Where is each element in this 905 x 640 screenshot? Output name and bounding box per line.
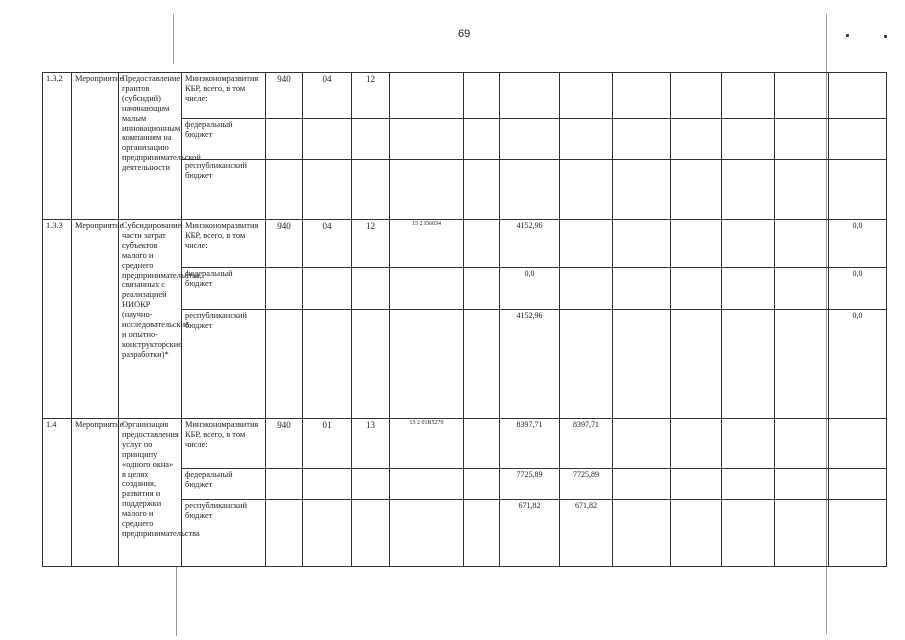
value-cell [560,220,613,268]
budget-table [42,72,887,567]
table-row [43,419,887,469]
grbs-code [266,500,303,567]
value-cell [829,500,887,567]
row-type: Мероприятие [72,419,119,567]
value-cell [560,119,613,160]
value-cell: 4152,96 [500,310,560,419]
grbs-code: 940 [266,419,303,469]
rz-code [303,160,352,220]
value-cell: 8397,71 [560,419,613,469]
row-number: 1.4 [43,419,72,567]
value-cell [613,160,671,220]
pr-code: 12 [352,73,390,119]
value-cell [775,419,829,469]
value-cell: 4152,96 [500,220,560,268]
rz-code [303,268,352,310]
funding-source: Минэкономразвития КБР, всего, в том числе: [182,73,266,119]
row-type: Мероприятие [72,73,119,220]
value-cell [671,160,722,220]
value-cell [775,220,829,268]
scan-dot [846,34,849,37]
funding-source: Минэкономразвития КБР, всего, в том числе: [182,419,266,469]
row-description: Организация предоставления услуг по принципу «одного окна» в целях создания, развития и поддержки малого и среднего предпринимательства [119,419,182,567]
grbs-code: 940 [266,73,303,119]
pr-code [352,500,390,567]
value-cell: 7725,89 [560,469,613,500]
csr-code [390,119,464,160]
value-cell [500,160,560,220]
csr-code [390,469,464,500]
vr-code [464,469,500,500]
rz-code: 01 [303,419,352,469]
value-cell [722,73,775,119]
vr-code [464,220,500,268]
rz-code: 04 [303,73,352,119]
value-cell [829,160,887,220]
value-cell: 0,0 [500,268,560,310]
value-cell: 8397,71 [500,419,560,469]
value-cell [613,220,671,268]
value-cell: 0,0 [829,268,887,310]
value-cell [560,160,613,220]
value-cell [613,119,671,160]
value-cell: 671,82 [500,500,560,567]
rz-code: 04 [303,220,352,268]
csr-code: 15 2 I56034 [390,220,464,268]
value-cell [671,220,722,268]
funding-source: федеральный бюджет [182,469,266,500]
scan-fold-line-left [173,14,174,64]
rz-code [303,469,352,500]
value-cell [829,419,887,469]
value-cell [671,268,722,310]
csr-code [390,73,464,119]
funding-source: федеральный бюджет [182,268,266,310]
value-cell [613,268,671,310]
value-cell [613,419,671,469]
value-cell [671,500,722,567]
row-number: 1.3.2 [43,73,72,220]
table-row [43,220,887,268]
value-cell [560,73,613,119]
value-cell [775,469,829,500]
value-cell [829,73,887,119]
vr-code [464,160,500,220]
row-description: Субсидирование части затрат субъектов малого и среднего предпринимательства, связанных с реализацией НИОКР (научно-исследовательские и опытно-конструкторские разработки)* [119,220,182,419]
scan-fold-line-left-lower [176,566,177,636]
value-cell [722,220,775,268]
grbs-code [266,119,303,160]
csr-code [390,268,464,310]
value-cell [722,469,775,500]
value-cell [671,469,722,500]
funding-source: республиканский бюджет [182,500,266,567]
vr-code [464,268,500,310]
value-cell [671,119,722,160]
pr-code [352,119,390,160]
grbs-code [266,268,303,310]
row-type: Мероприятие [72,220,119,419]
value-cell [775,268,829,310]
csr-code [390,160,464,220]
value-cell: 7725,89 [500,469,560,500]
funding-source: Минэкономразвития КБР, всего, в том числе: [182,220,266,268]
rz-code [303,310,352,419]
vr-code [464,500,500,567]
funding-source: федеральный бюджет [182,119,266,160]
rz-code [303,119,352,160]
value-cell [613,500,671,567]
funding-source: республиканский бюджет [182,160,266,220]
value-cell [560,268,613,310]
csr-code [390,310,464,419]
pr-code: 13 [352,419,390,469]
value-cell [722,268,775,310]
pr-code [352,310,390,419]
value-cell [671,419,722,469]
value-cell [671,310,722,419]
value-cell [722,500,775,567]
value-cell [671,73,722,119]
value-cell [775,119,829,160]
value-cell: 0,0 [829,310,887,419]
value-cell [722,119,775,160]
value-cell [500,119,560,160]
value-cell [613,73,671,119]
scan-dot [884,35,887,38]
value-cell [722,160,775,220]
grbs-code: 940 [266,220,303,268]
row-description: Предоставление грантов (субсидий) начинающим малым инновационным компаниям на организацию предпринимательской деятельности [119,73,182,220]
pr-code [352,160,390,220]
value-cell [613,310,671,419]
rz-code [303,500,352,567]
value-cell [613,469,671,500]
vr-code [464,419,500,469]
value-cell [775,160,829,220]
value-cell [775,310,829,419]
value-cell [775,73,829,119]
csr-code: 15 2 01R5270 [390,419,464,469]
pr-code [352,268,390,310]
value-cell [775,500,829,567]
row-number: 1.3.3 [43,220,72,419]
value-cell [722,419,775,469]
vr-code [464,73,500,119]
value-cell [829,119,887,160]
value-cell: 671,82 [560,500,613,567]
pr-code: 12 [352,220,390,268]
csr-code [390,500,464,567]
grbs-code [266,469,303,500]
grbs-code [266,310,303,419]
funding-source: республиканский бюджет [182,310,266,419]
grbs-code [266,160,303,220]
pr-code [352,469,390,500]
vr-code [464,310,500,419]
page-number: 69 [458,28,471,40]
value-cell [500,73,560,119]
table-row [43,73,887,119]
value-cell [829,469,887,500]
value-cell [722,310,775,419]
vr-code [464,119,500,160]
value-cell [560,310,613,419]
value-cell: 0,0 [829,220,887,268]
